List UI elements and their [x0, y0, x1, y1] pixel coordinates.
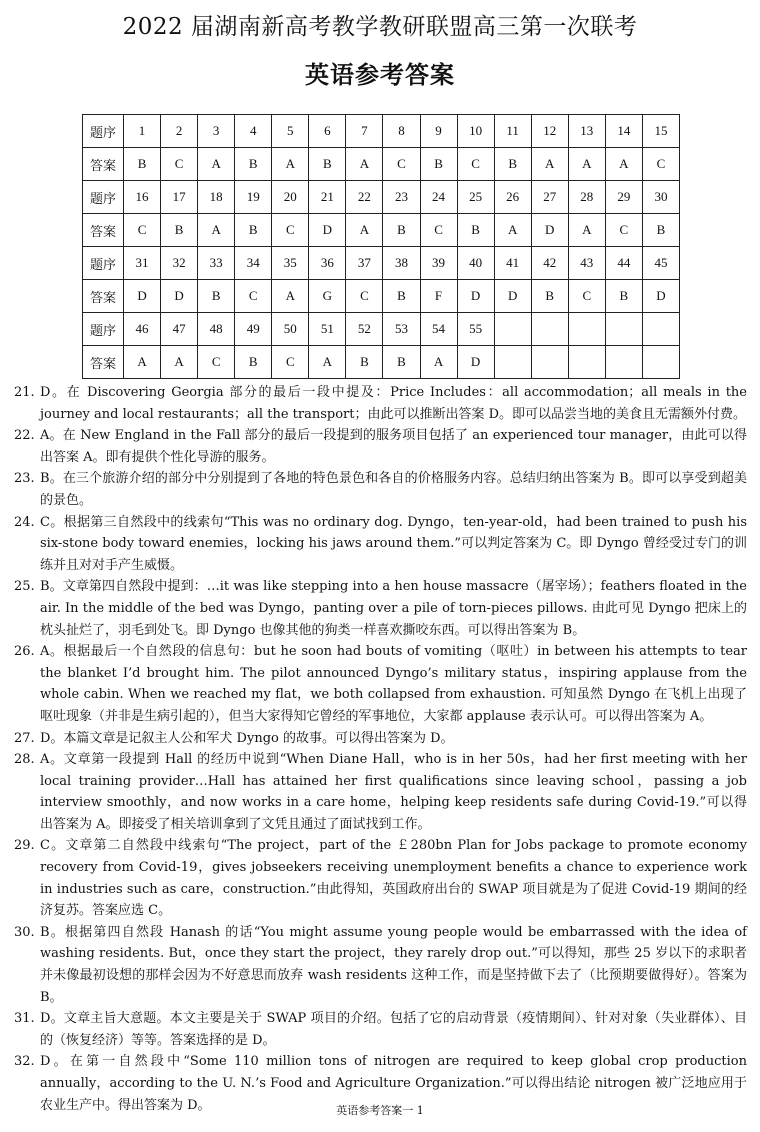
answer-table-cell: 8 — [383, 115, 420, 148]
answer-table-cell: C — [383, 148, 420, 181]
answer-table-cell: 12 — [531, 115, 568, 148]
answer-table-cell: 2 — [161, 115, 198, 148]
answer-table-cell: 17 — [161, 181, 198, 214]
answer-table-cell — [568, 346, 605, 379]
answer-table-cell: 48 — [198, 313, 235, 346]
row-label: 答案 — [83, 280, 124, 313]
answer-table-cell: D — [309, 214, 346, 247]
answer-table-cell: B — [642, 214, 679, 247]
answer-table-cell: 32 — [161, 247, 198, 280]
answer-table-row — [83, 115, 680, 148]
answer-table-cell: 38 — [383, 247, 420, 280]
answer-table-cell: C — [605, 214, 642, 247]
answer-table-cell: 36 — [309, 247, 346, 280]
answer-table-cell: D — [531, 214, 568, 247]
answer-table-cell: 21 — [309, 181, 346, 214]
answer-table-row — [83, 181, 680, 214]
answer-table-cell: 51 — [309, 313, 346, 346]
explanation-item — [14, 425, 747, 468]
answer-table-cell: 16 — [124, 181, 161, 214]
row-label: 答案 — [83, 214, 124, 247]
answer-table-cell: A — [531, 148, 568, 181]
answer-table-cell: B — [383, 346, 420, 379]
answer-table-cell: 23 — [383, 181, 420, 214]
explanation-item — [14, 641, 747, 727]
answer-table-cell: 47 — [161, 313, 198, 346]
answer-table-cell — [494, 313, 531, 346]
page-title: 2022 届湖南新高考教学教研联盟高三第一次联考 — [122, 14, 638, 40]
answer-table-row — [83, 148, 680, 181]
answer-table-cell: 54 — [420, 313, 457, 346]
answer-table-cell: 10 — [457, 115, 494, 148]
answer-table-cell: B — [605, 280, 642, 313]
answer-table-cell: 42 — [531, 247, 568, 280]
answer-table-cell: A — [568, 148, 605, 181]
answer-table-cell: 44 — [605, 247, 642, 280]
answer-table-cell — [494, 346, 531, 379]
answer-table-cell: D — [457, 280, 494, 313]
answer-table-row — [83, 247, 680, 280]
answer-table-cell: A — [346, 214, 383, 247]
answer-table-cell: D — [457, 346, 494, 379]
answer-table-cell: 53 — [383, 313, 420, 346]
answer-table-cell: 3 — [198, 115, 235, 148]
answer-table-cell: 35 — [272, 247, 309, 280]
question-number: 23. — [14, 471, 35, 487]
explanation-item — [14, 1008, 747, 1051]
answer-table-cell: 13 — [568, 115, 605, 148]
answer-table-cell: B — [346, 346, 383, 379]
answer-table-cell: A — [124, 346, 161, 379]
explanation-text: A。根据最后一个自然段的信息句：but he soon had bouts of vomiting（呕吐）in between his attempts to tear the blanket I’d brought him. The pilot announced Dyngo’s military status，inspiring applause from the whole cabin. When we reached my flat，we both collapsed from exhaustion. 可知虽然 Dyngo 在飞机上出现了呕吐现象（并非是生病引起的），但当大家得知它曾经的军事地位，大家都 applause 表示认可。可以得出答案为 A。 — [40, 644, 747, 724]
answer-table-cell: 20 — [272, 181, 309, 214]
answer-table-cell: A — [568, 214, 605, 247]
explanation-text: A。文章第一段提到 Hall 的经历中说到“When Diane Hall，who is in her 50s，had her first meeting with her local training provider…Hall has attained her first qualifications since leaving school，passing a job interview smoothly，and now works in a care home，helping keep residents safe during Covid-19.”可以得出答案为 A。即接受了相关培训拿到了文凭且通过了面试找到工作。 — [40, 752, 747, 832]
answer-table-cell: 18 — [198, 181, 235, 214]
answer-table-cell: G — [309, 280, 346, 313]
answer-table-cell: C — [272, 346, 309, 379]
answer-table-cell: A — [198, 148, 235, 181]
answer-table-cell: 26 — [494, 181, 531, 214]
answer-table-cell: 28 — [568, 181, 605, 214]
answer-table-cell: D — [494, 280, 531, 313]
answer-table-cell: 6 — [309, 115, 346, 148]
explanation-text: D。在第一自然段中“Some 110 million tons of nitrogen are required to keep global crop production annually，according to the U. N.’s Food and Agriculture Organization.”可以得出结论 nitrogen 被广泛地应用于农业生产中。得出答案为 D。 — [40, 1054, 747, 1113]
row-label: 题序 — [83, 115, 124, 148]
row-label: 答案 — [83, 148, 124, 181]
row-label: 答案 — [83, 346, 124, 379]
answer-table-cell: B — [161, 214, 198, 247]
row-label: 题序 — [83, 181, 124, 214]
explanation-list — [14, 382, 747, 1116]
answer-table-cell: 4 — [235, 115, 272, 148]
row-label: 题序 — [83, 247, 124, 280]
answer-table-cell: 24 — [420, 181, 457, 214]
question-number: 29. — [14, 838, 35, 854]
explanation-text: C。文章第二自然段中线索句“The project，part of the ￡280bn Plan for Jobs package to promote economy recovery from Covid-19，gives jobseekers receiving unemployment benefits a chance to experience work in industries such as care，construction.”由此得知，英国政府出台的 SWAP 项目就是为了促进 Covid-19 期间的经济复苏。答案应选 C。 — [40, 838, 747, 919]
answer-table-cell: 30 — [642, 181, 679, 214]
answer-table-cell: B — [124, 148, 161, 181]
answer-table-cell: 25 — [457, 181, 494, 214]
answer-table-cell: 27 — [531, 181, 568, 214]
answer-table-cell — [531, 313, 568, 346]
answer-table-cell: B — [235, 346, 272, 379]
answer-table-cell: B — [198, 280, 235, 313]
answer-table-cell: B — [383, 214, 420, 247]
answer-table-cell: 22 — [346, 181, 383, 214]
row-label: 题序 — [83, 313, 124, 346]
explanation-item — [14, 512, 747, 577]
answer-table-cell: A — [272, 280, 309, 313]
answer-table-cell: 40 — [457, 247, 494, 280]
answer-table-cell: A — [272, 148, 309, 181]
answer-table-cell: B — [531, 280, 568, 313]
explanation-text: D。在 Discovering Georgia 部分的最后一段中提及：Price Includes：all accommodation；all meals in the journey and local restaurants；all the transport；由此可以推断出答案 D。即可以品尝当地的美食且无需额外付费。 — [40, 385, 747, 422]
answer-table-cell: 14 — [605, 115, 642, 148]
answer-table-row — [83, 214, 680, 247]
answer-table-cell: C — [161, 148, 198, 181]
answer-table-cell: D — [161, 280, 198, 313]
answer-table-row — [83, 346, 680, 379]
answer-table-cell: A — [494, 214, 531, 247]
answer-table-cell: A — [605, 148, 642, 181]
explanation-item — [14, 576, 747, 641]
answer-table-cell: 11 — [494, 115, 531, 148]
explanation-item — [14, 922, 747, 1008]
explanation-text: B。文章第四自然段中提到：…it was like stepping into a hen house massacre（屠宰场）；feathers floated in the air. In the middle of the bed was Dyngo，panting over a pile of torn-pieces pillows. 由此可见 Dyngo 把床上的枕头扯烂了，羽毛到处飞。即 Dyngo 也像其他的狗类一样喜欢撕咬东西。可以得出答案为 B。 — [40, 579, 747, 638]
answer-table-cell — [531, 346, 568, 379]
answer-table-cell: C — [568, 280, 605, 313]
answer-table-cell: 1 — [124, 115, 161, 148]
answer-table-cell: B — [494, 148, 531, 181]
question-number: 21. — [14, 385, 35, 400]
answer-table-cell — [642, 313, 679, 346]
answer-table-row — [83, 280, 680, 313]
answer-table-cell — [568, 313, 605, 346]
answer-table-cell: C — [420, 214, 457, 247]
answer-table-cell: 19 — [235, 181, 272, 214]
answer-table-cell: B — [309, 148, 346, 181]
answer-table-cell: C — [124, 214, 161, 247]
answer-table-cell: A — [161, 346, 198, 379]
answer-table-cell: B — [235, 148, 272, 181]
explanation-text: B。根据第四自然段 Hanash 的话“You might assume young people would be embarrassed with the idea of washing residents. But，once they start the project，they rarely drop out.”可以得知，那些 25 岁以下的求职者并未像最初设想的那样会因为不好意思而放弃 wash residents 这种工作，而是坚持做下去了（比预期要做得好）。答案为 B。 — [40, 924, 747, 1005]
question-number: 31. — [14, 1011, 35, 1027]
answer-table-cell: 49 — [235, 313, 272, 346]
answer-table-cell: 5 — [272, 115, 309, 148]
question-number: 24. — [14, 514, 35, 530]
explanation-item — [14, 749, 747, 835]
explanation-text: B。在三个旅游介绍的部分中分别提到了各地的特色景色和各自的价格服务内容。总结归纳出答案为 B。即可以享受到超美的景色。 — [40, 471, 747, 508]
answer-table-cell: A — [198, 214, 235, 247]
answer-table-cell — [605, 313, 642, 346]
answer-table-cell: C — [642, 148, 679, 181]
answer-table-cell: 15 — [642, 115, 679, 148]
explanation-item — [14, 728, 747, 750]
answer-table — [82, 114, 680, 379]
answer-table-cell: 55 — [457, 313, 494, 346]
answer-table-cell: 45 — [642, 247, 679, 280]
answer-table-cell: D — [642, 280, 679, 313]
answer-table-cell: B — [383, 280, 420, 313]
question-number: 25. — [14, 579, 35, 595]
page-footer: 英语参考答案一 1 — [336, 1104, 424, 1117]
answer-table-cell: 37 — [346, 247, 383, 280]
answer-table-cell: C — [346, 280, 383, 313]
answer-table-cell: 41 — [494, 247, 531, 280]
answer-table-cell: C — [457, 148, 494, 181]
explanation-item — [14, 382, 747, 425]
answer-table-cell: F — [420, 280, 457, 313]
answer-table-cell: 9 — [420, 115, 457, 148]
answer-table-cell: 31 — [124, 247, 161, 280]
answer-table-cell: A — [420, 346, 457, 379]
answer-table-row — [83, 313, 680, 346]
explanation-item — [14, 468, 747, 511]
answer-table-cell: B — [457, 214, 494, 247]
answer-table-cell: 39 — [420, 247, 457, 280]
question-number: 26. — [14, 644, 35, 660]
answer-table-cell: A — [346, 148, 383, 181]
answer-table-cell: 43 — [568, 247, 605, 280]
answer-table-cell: 29 — [605, 181, 642, 214]
answer-table-cell — [605, 346, 642, 379]
page-subtitle: 英语参考答案 — [305, 60, 455, 89]
explanation-text: D。本篇文章是记叙主人公和军犬 Dyngo 的故事。可以得出答案为 D。 — [40, 730, 454, 746]
answer-table-cell — [642, 346, 679, 379]
answer-table-cell: 34 — [235, 247, 272, 280]
answer-table-cell: B — [235, 214, 272, 247]
question-number: 32. — [14, 1054, 35, 1070]
answer-table-cell: 46 — [124, 313, 161, 346]
answer-table-cell: C — [272, 214, 309, 247]
answer-table-cell: 33 — [198, 247, 235, 280]
answer-table-cell: C — [235, 280, 272, 313]
explanation-text: A。在 New England in the Fall 部分的最后一段提到的服务项目包括了 an experienced tour manager，由此可以得出答案 A。即有提供个性化导游的服务。 — [40, 428, 747, 465]
answer-table-cell: A — [309, 346, 346, 379]
answer-table-cell: D — [124, 280, 161, 313]
explanation-text: D。文章主旨大意题。本文主要是关于 SWAP 项目的介绍。包括了它的启动背景（疫情期间）、针对对象（失业群体）、目的（恢复经济）等等。答案选择的是 D。 — [40, 1011, 747, 1048]
question-number: 30. — [14, 924, 35, 940]
explanation-item — [14, 835, 747, 921]
answer-table-cell: B — [420, 148, 457, 181]
answer-table-cell: C — [198, 346, 235, 379]
question-number: 28. — [14, 752, 35, 768]
explanation-text: C。根据第三自然段中的线索句“This was no ordinary dog. Dyngo，ten-year-old，had been trained to push his six-stone body toward enemies，locking his jaws around them.”可以判定答案为 C。即 Dyngo 曾经受过专门的训练并且对对手产生威慑。 — [40, 514, 747, 573]
answer-table-cell: 52 — [346, 313, 383, 346]
answer-table-cell: 7 — [346, 115, 383, 148]
answer-table-cell: 50 — [272, 313, 309, 346]
question-number: 27. — [14, 730, 35, 746]
question-number: 22. — [14, 428, 35, 444]
